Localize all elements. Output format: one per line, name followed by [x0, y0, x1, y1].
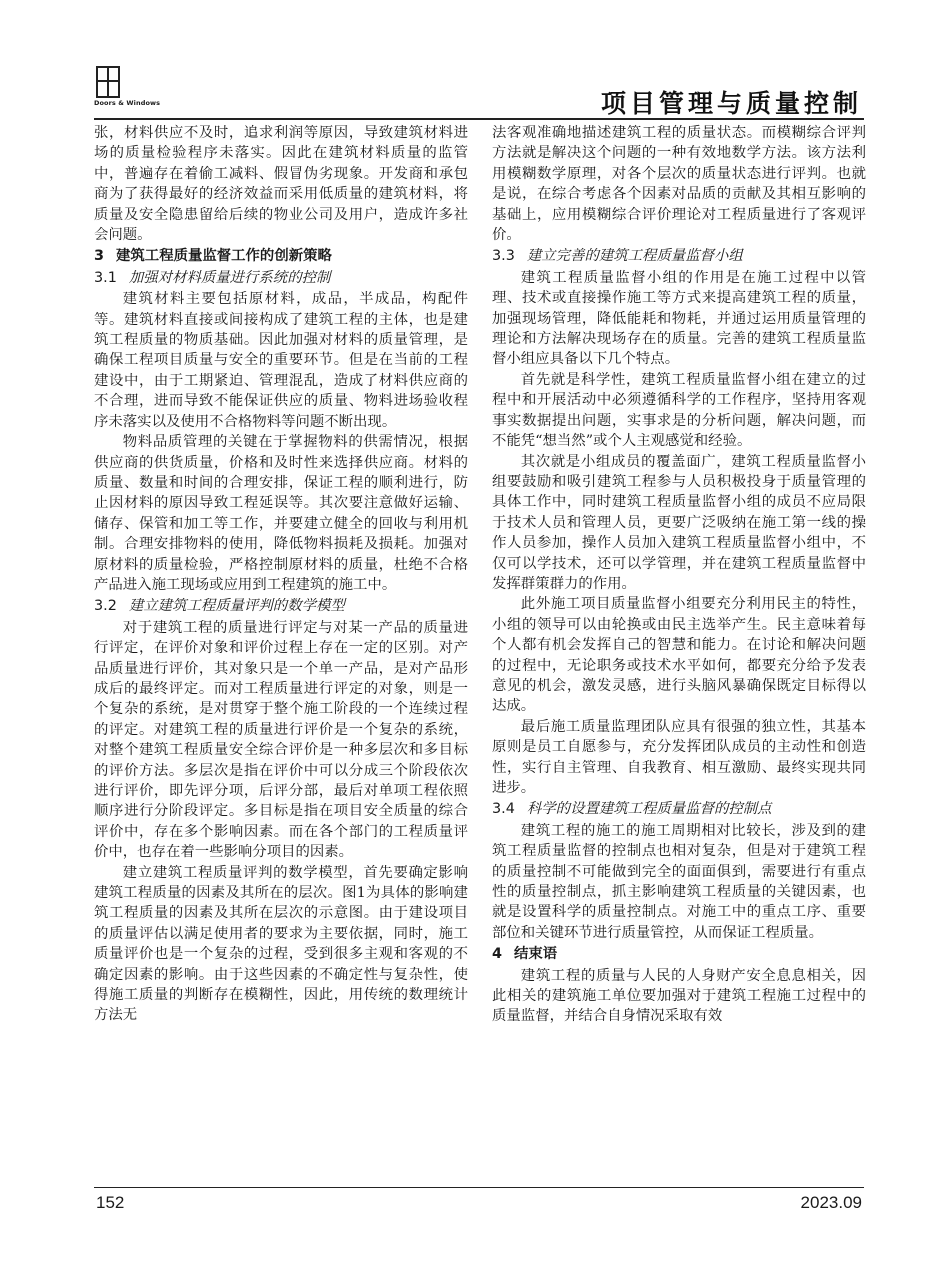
section-number: 3 — [94, 248, 105, 265]
subsection-number: 3.1 — [94, 269, 117, 286]
paragraph: 其次就是小组成员的覆盖面广，建筑工程质量监督小组要鼓励和吸引建筑工程参与人员积极投身于质量管理的具体工作中，同时建筑工程质量监督小组的成员不应局限于技术人员和管理人员，更要广泛吸纳在施工第一线的操作人员参加，操作人员加入建筑工程质量监督小组中，不仅可以学技术，还可以学管理，并在建筑工程质量监督中发挥群策群力的作用。 — [492, 453, 866, 592]
paragraph: 物料品质管理的关键在于掌握物料的供需情况，根据供应商的供货质量，价格和及时性来选择供应商。材料的质量、数量和时间的合理安排，保证工程的顺利进行，防止因材料的原因导致工程延误等。其次要注意做好运输、储存、保管和加工等工作，并要建立健全的回收与利用机制。合理安排物料的使用，降低物料损耗及损耗。加强对原材料的质量检验，严格控制原材料的质量，杜绝不合格产品进入施工现场或应用到工程建筑的施工中。 — [94, 434, 468, 593]
paragraph: 首先就是科学性，建筑工程质量监督小组在建立的过程中和开展活动中必须遵循科学的工作程序，坚持用客观事实数据提出问题，实事求是的分析问题，解决问题，而不能凭“想当然”或个人主观感觉和经验。 — [492, 371, 866, 450]
subsection-heading — [492, 799, 866, 819]
issue-date: 2023.09 — [800, 1193, 862, 1212]
subsection-number: 3.2 — [94, 598, 117, 615]
subsection-title-text: 加强对材料质量进行系统的控制 — [128, 269, 331, 286]
page-number: 152 — [96, 1193, 125, 1212]
window-icon — [96, 66, 120, 98]
section-heading — [492, 944, 866, 964]
logo-caption: Doors & Windows — [94, 99, 161, 107]
paragraph: 法客观准确地描述建筑工程的质量状态。而模糊综合评判方法就是解决这个问题的一种有效地数学方法。该方法利用模糊数学原理，对各个层次的质量状态进行评判。也就是说，在综合考虑各个因素对品质的贡献及其相互影响的基础上，应用模糊综合评价理论对工程质量进行了客观评价。 — [492, 125, 866, 244]
section-heading — [94, 246, 468, 266]
paragraph: 建立建筑工程质量评判的数学模型，首先要确定影响建筑工程质量的因素及其所在的层次。图1为具体的影响建筑工程质量的因素及其所在层次的示意图。由于建设项目的质量评估以满足使用者的要求为主要依据，同时，施工质量评价也是一个复杂的过程，受到很多主观和客观的不确定因素的影响。由于这些因素的不确定性与复杂性，使得施工质量的判断存在模糊性，因此，用传统的数理统计方法无 — [94, 864, 468, 1024]
subsection-heading — [94, 268, 468, 288]
paragraph: 建筑工程的施工的施工周期相对比较长，涉及到的建筑工程质量监督的控制点也相对复杂，但是对于建筑工程的质量控制不可能做到完全的面面俱到，需要进行有重点性的质量控制点，抓主影响建筑工程质量的关键因素，也就是设置科学的质量控制点。对施工中的重点工序、重要部位和关键环节进行质量管控，从而保证工程质量。 — [492, 822, 866, 941]
subsection-number: 3.3 — [492, 248, 515, 265]
paragraph: 建筑工程的质量与人民的人身财产安全息息相关，因此相关的建筑施工单位要加强对于建筑工程施工过程中的质量监督，并结合自身情况采取有效 — [492, 967, 866, 1025]
page-header — [94, 66, 864, 118]
section-number: 4 — [492, 946, 503, 963]
subsection-number: 3.4 — [492, 801, 515, 818]
subsection-title-text: 建立完善的建筑工程质量监督小组 — [526, 248, 743, 265]
subsection-heading — [492, 246, 866, 266]
section-title: 项目管理与质量控制 — [600, 89, 862, 118]
paragraph: 建筑工程质量监督小组的作用是在施工过程中以管理、技术或直接操作施工等方式来提高建筑工程的质量，加强现场管理，降低能耗和物耗，并通过运用质量管理的理论和方法解决现场存在的质量。完善的建筑工程质量监督小组应具备以下几个特点。 — [492, 269, 866, 368]
paragraph: 对于建筑工程的质量进行评定与对某一产品的质量进行评定，在评价对象和评价过程上存在一定的区别。对产品质量进行评价，其对象只是一个单一产品，是对产品形成后的最终评定。而对工程质量进行评定的对象，则是一个复杂的系统，是对贯穿于整个施工阶段的一个连续过程的评定。对建筑工程的质量进行评价是一个复杂的系统，对整个建筑工程质量安全综合评价是一种多层次和多目标的评价方法。多层次是指在评价中可以分成三个阶段依次进行评价，即先评分项，后评分部，最后对单项工程依照顺序进行分阶段评定。多目标是指在项目安全质量的综合评价中，存在多个影响因素。而在各个部门的工程质量评价中，也存在着一些影响分项目的因素。 — [94, 619, 468, 861]
left-column — [94, 123, 468, 1026]
section-title-text: 建筑工程质量监督工作的创新策略 — [116, 248, 332, 265]
subsection-title-text: 建立建筑工程质量评判的数学模型 — [128, 598, 345, 615]
subsection-heading — [94, 596, 468, 616]
section-title-text: 结束语 — [514, 946, 558, 963]
journal-logo — [94, 66, 174, 112]
paragraph: 张，材料供应不及时，追求利润等原因，导致建筑材料进场的质量检验程序未落实。因此在建筑材料质量的监管中，普遍存在着偷工减料、假冒伪劣现象。开发商和承包商为了获得最好的经济效益而采用低质量的建筑材料，将质量及安全隐患留给后续的物业公司及用户，造成许多社会问题。 — [94, 125, 468, 244]
footer-divider — [94, 1187, 864, 1188]
paragraph: 最后施工质量监理团队应具有很强的独立性，其基本原则是员工自愿参与，充分发挥团队成员的主动性和创造性，实行自主管理、自我教育、相互激励、最终实现共同进步。 — [492, 718, 866, 796]
paragraph: 建筑材料主要包括原材料，成品，半成品，构配件等。建筑材料直接或间接构成了建筑工程的主体，也是建筑工程质量的物质基础。因此加强对材料的质量管理，是确保工程项目质量与安全的重要环节。但是在当前的工程建设中，由于工期紧迫、管理混乱，造成了材料供应商的不合理，进而导致不能保证供应的质量、物料进场验收程序未落实以及使用不合格物料等问题不断出现。 — [94, 291, 468, 430]
right-column — [492, 123, 866, 1027]
subsection-title-text: 科学的设置建筑工程质量监督的控制点 — [526, 801, 772, 818]
header-divider — [94, 118, 864, 120]
paragraph: 此外施工项目质量监督小组要充分利用民主的特性，小组的领导可以由轮换或由民主选举产生。民主意味着每个人都有机会发挥自己的智慧和能力。在讨论和解决问题的过程中，无论职务或技术水平如何，都要充分给予发表意见的机会，激发灵感，进行头脑风暴确保既定目标得以达成。 — [492, 596, 866, 715]
